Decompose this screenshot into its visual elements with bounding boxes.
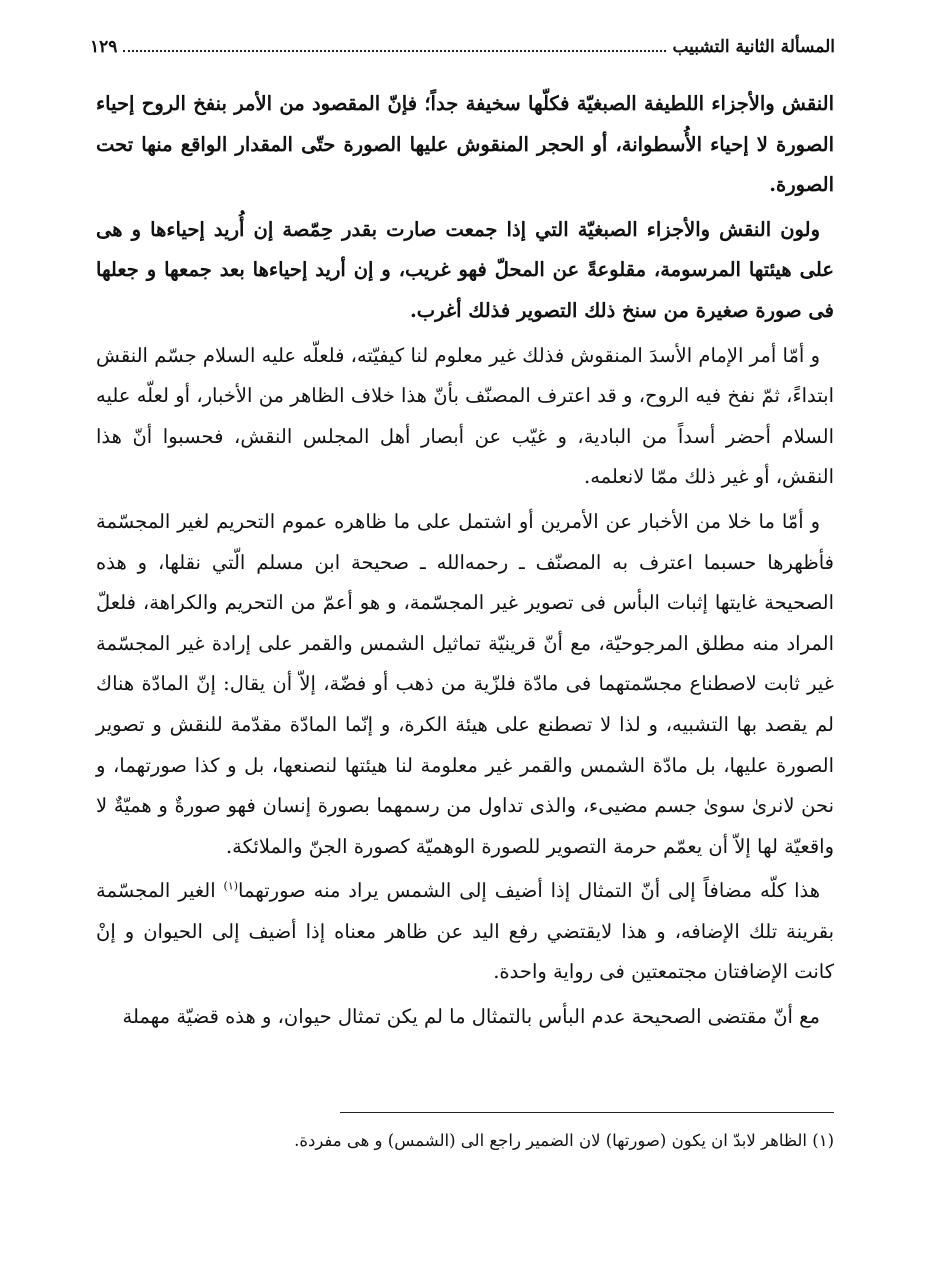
page-number: ١٢٩ xyxy=(90,37,118,57)
chapter-title: المسألة الثانية التشبيب xyxy=(672,37,835,57)
dotted-leader xyxy=(123,50,666,52)
footnote-marker: (١) xyxy=(223,879,239,893)
paragraph-5 xyxy=(96,871,834,993)
paragraph-6: مع أنّ مقتضى الصحيحة عدم البأس بالتمثال ما لم يكن تمثال حيوان، و هذه قضيّة مهملة xyxy=(122,1005,820,1029)
paragraph-3: و أمّا أمر الإمام الأسدَ المنقوش فذلك غير معلوم لنا كيفيّته، فلعلّه عليه السلام جسّم النقش ابتداءً، ثمّ نفخ فيه الروح، و قد اعترف المصنّف بأنّ هذا خلاف الظاهر من الأخبار، أو لعلّه عليه السلام أحضر أسداً من البادية، و غيّب عن أبصار أهل المجلس النقش، فحسبوا أنّ هذا النقش، أو غير ذلك ممّا لانعلمه. xyxy=(96,343,834,489)
paragraph-4: و أمّا ما خلا من الأخبار عن الأمرين أو اشتمل على ما ظاهره عموم التحريم لغير المجسّمة فأظهرها حسبما اعترف به المصنّف ـ رحمه‌الله ـ صحيحة ابن مسلم الّتي نقلها، و هذه الصحيحة غايتها إثبات البأس فى تصوير غير المجسّمة، و هو أعمّ من التحريم والكراهة، فلعلّ المراد منه مطلق المرجوحيّة، مع أنّ قرينيّة تماثيل الشمس والقمر على إرادة غير المجسّمة غير ثابت لاصطناع مجسّمتهما فى مادّة فلزّية من ذهب أو فضّة، إلاّ أن يقال: إنّ المادّة هناك لم يقصد بها التشبيه، و لذا لا تصطنع على هيئة الكرة، و إنّما المادّة مقدّمة للنقش و تصوير الصورة عليها، بل مادّة الشمس والقمر غير معلومة لنا هيئتها لنصنعها، بل و كذا صورتهما، و نحن لانرىٰ سوىٰ جسم مضيىء، والذى تداول من رسمهما بصورة إنسان فهو صورةٌ و هميّةٌ لا واقعيّة لها إلاّ أن يعمّم حرمة التصوير للصورة الوهميّة كصورة الجنّ والملائكة. xyxy=(96,509,834,858)
paragraph-2: ولون النقش والأجزاء الصبغيّة التي إذا جمعت صارت بقدر حِمّصة إن أُريد إحياءها و هى على هيئتها المرسومة، مقلوعةً عن المحلّ فهو غريب، و إن أريد إحياءها بعد جمعها و جعلها فى صورة صغيرة من سنخ ذلك التصوير فذلك أغرب. xyxy=(96,217,834,322)
paragraph-5-part-1: هذا كلّه مضافاً إلى أنّ التمثال إذا أضيف إلى الشمس يراد منه صورتهما xyxy=(238,879,821,903)
body-text xyxy=(96,84,834,1042)
footnote: (١) الظاهر لابدّ ان يكون (صورتها) لان الضمير راجع الى (الشمس) و هى مفردة. xyxy=(294,1131,834,1150)
footnote-divider xyxy=(340,1112,834,1113)
paragraph-1: النقش والأجزاء اللطيفة الصبغيّة فكلّها سخيفة جداً؛ فإنّ المقصود من الأمر بنفخ الروح إحياء الصورة لا إحياء الأُسطوانة، أو الحجر المنقوش عليها الصورة حتّى المقدار الواقع منها تحت الصورة. xyxy=(96,92,834,197)
running-header xyxy=(90,34,835,60)
paragraph-5-part-2: الغير المجسّمة بقرينة تلك الإضافه، و هذا لايقتضي رفع اليد عن ظاهر معناه إذا أضيف إلى الحيوان و إنْ كانت الإضافتان مجتمعتين فى رواية واحدة. xyxy=(96,879,834,984)
